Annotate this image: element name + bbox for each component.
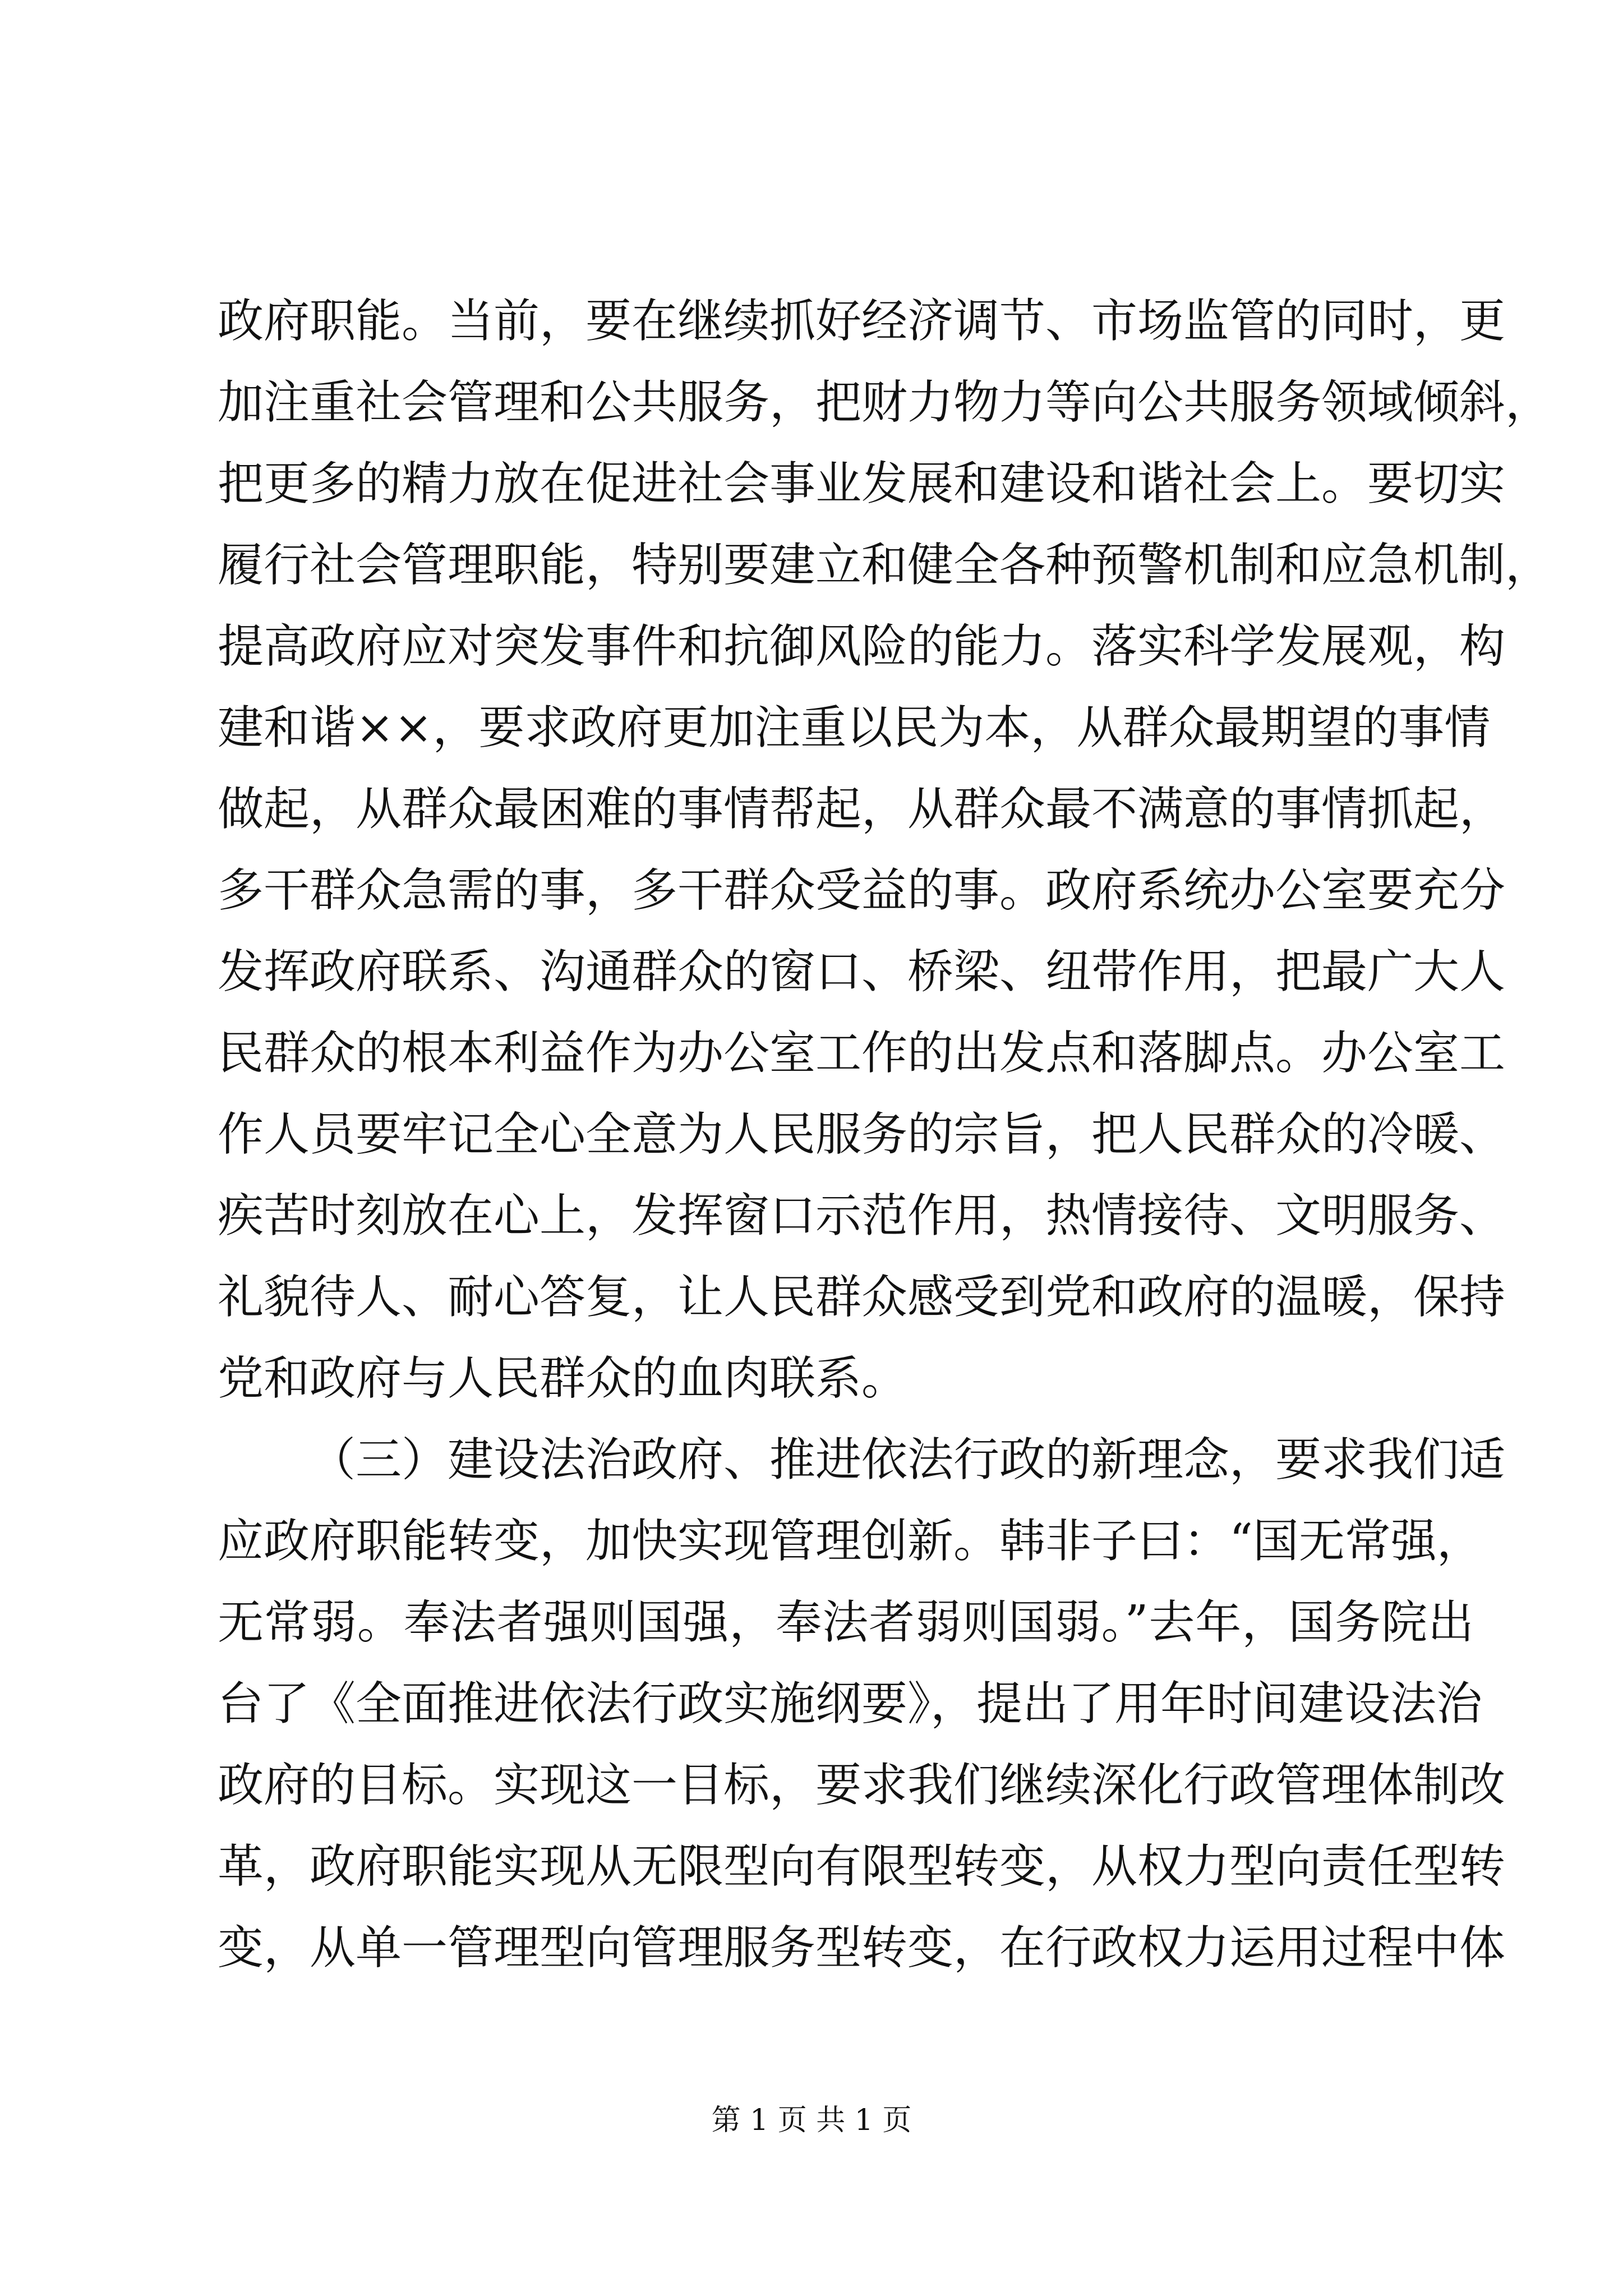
text-line: 提高政府应对突发事件和抗御风险的能力。落实科学发展观，构 (218, 620, 1506, 673)
text-line: 无常弱。奉法者强则国强，奉法者弱则国弱。”去年，国务院出 (218, 1596, 1474, 1649)
text-line: 台了《全面推进依法行政实施纲要》，提出了用年时间建设法治 (218, 1677, 1483, 1731)
page-footer: 第 1 页 共 1 页 (711, 2104, 912, 2137)
text-line: 政府的目标。实现这一目标，要求我们继续深化行政管理体制改 (218, 1759, 1506, 1812)
text-line: 民群众的根本利益作为办公室工作的出发点和落脚点。办公室工 (218, 1027, 1506, 1080)
text-line: 应政府职能转变，加快实现管理创新。韩非子曰：“国无常强， (218, 1515, 1483, 1568)
text-line: 把更多的精力放在促进社会事业发展和建设和谐社会上。要切实 (218, 457, 1506, 510)
text-line: 政府职能。当前，要在继续抓好经济调节、市场监管的同时，更 (218, 295, 1506, 348)
text-line: 革，政府职能实现从无限型向有限型转变，从权力型向责任型转 (218, 1840, 1506, 1893)
text-line: 发挥政府联系、沟通群众的窗口、桥梁、纽带作用，把最广大人 (218, 945, 1506, 999)
section-three-first-line: （三）建设法治政府、推进依法行政的新理念，要求我们适 (310, 1433, 1506, 1487)
text-line: 疾苦时刻放在心上，发挥窗口示范作用，热情接待、文明服务、 (218, 1189, 1506, 1243)
text-line: 做起，从群众最困难的事情帮起，从群众最不满意的事情抓起， (218, 783, 1506, 836)
text-line: 履行社会管理职能，特别要建立和健全各种预警机制和应急机制， (218, 539, 1552, 592)
text-line: 建和谐××，要求政府更加注重以民为本，从群众最期望的事情 (218, 701, 1491, 754)
text-line: 加注重社会管理和公共服务，把财力物力等向公共服务领域倾斜， (218, 376, 1552, 429)
body-text (218, 280, 1552, 1989)
text-line: 作人员要牢记全心全意为人民服务的宗旨，把人民群众的冷暖、 (218, 1108, 1506, 1161)
text-line: 多干群众急需的事，多干群众受益的事。政府系统办公室要充分 (218, 864, 1506, 917)
paragraph-end-line: 党和政府与人民群众的血肉联系。 (218, 1352, 908, 1405)
text-line: 礼貌待人、耐心答复，让人民群众感受到党和政府的温暖，保持 (218, 1271, 1506, 1324)
text-line: 变，从单一管理型向管理服务型转变，在行政权力运用过程中体 (218, 1921, 1506, 1975)
